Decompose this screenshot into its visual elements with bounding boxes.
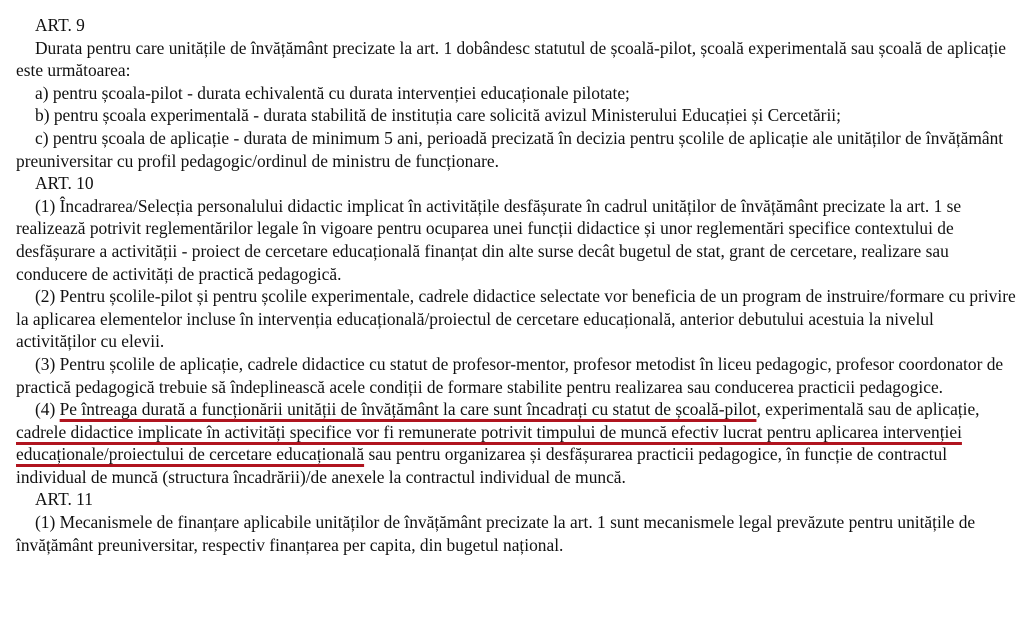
highlight-underline-2: cadrele didactice implicate în activități specifice vor fi remunerate potrivit timpului de muncă efectiv lucrat pentru aplicarea intervenției educaționale/proiectului de cercetare educațională	[16, 421, 962, 465]
paragraph-4-text-2: sau pentru organizarea și desfășurarea practicii pedagogice, în funcție de contractul individual de muncă (structura încadrării)/de anexele la contractul individual de muncă.	[16, 444, 948, 487]
article-10-heading: ART. 10	[35, 173, 94, 194]
article-10-paragraph-1: (1) Încadrarea/Selecția personalului didactic implicat în activitățile desfășurate în cadrul unităților de învățământ precizate la art. 1 se realizează potrivit reglementărilor legale în vigoare pentru ocuparea unei funcții didactice și unor reglementări specifice contextului de desfășurare a activității - proiect de cercetare educațională finanțat din alte surse decât bugetul de stat, grant de cercetare, realizare sau conducere de activități de practică pedagogică.	[16, 195, 962, 284]
paragraph-4-text-1: , experimentală sau de aplicație,	[756, 399, 980, 420]
article-10-paragraph-2: (2) Pentru școlile-pilot și pentru școlile experimentale, cadrele didactice selectate vor beneficia de un program de instruire/formare cu privire la aplicarea elementelor incluse în intervenția educațională/proiectul de cercetare educațională, anterior debutului acestuia la nivelul activităților cu elevii.	[16, 286, 1016, 352]
article-11-paragraph-1: (1) Mecanismele de finanțare aplicabile unităților de învățământ precizate la art. 1 sunt mecanismele legal prevăzute pentru unitățile de învățământ preuniversitar, respectiv finanțarea per capita, din bugetul național.	[16, 512, 976, 555]
article-9-paragraph: Durata pentru care unitățile de învățământ precizate la art. 1 dobândesc statutul de școală-pilot, școală experimentală sau școală de aplicație este următoarea:	[16, 37, 1007, 81]
document-page	[16, 14, 1016, 556]
article-9-item-c: c) pentru școala de aplicație - durata de minimum 5 ani, perioadă precizată în decizia pentru școlile de aplicație ale unităților de învățământ preuniversitar cu profil pedagogic/ordinul de ministru de funcționare.	[16, 127, 1004, 171]
article-10-paragraph-4	[16, 398, 1016, 488]
article-9-item-a: a) pentru școala-pilot - durata echivalentă cu durata intervenției educaționale pilotate;	[35, 82, 630, 103]
article-10-paragraph-3: (3) Pentru școlile de aplicație, cadrele didactice cu statut de profesor-mentor, profesor metodist în liceu pedagogic, profesor coordonator de practică pedagogică trebuie să îndeplinească acele condiții de formare stabilite pentru realizarea sau conducerea practicii pedagogice.	[16, 353, 1004, 397]
highlight-underline-1: Pe întreaga durată a funcționării unității de învățământ la care sunt încadrați cu statut de școală-pilot	[59, 399, 757, 420]
paragraph-4-number: (4)	[35, 399, 60, 420]
article-9-item-b: b) pentru școala experimentală - durata stabilită de instituția care solicită avizul Ministerului Educației și Cercetării;	[35, 105, 841, 126]
article-9-heading: ART. 9	[35, 15, 85, 35]
article-11-heading: ART. 11	[35, 489, 93, 510]
